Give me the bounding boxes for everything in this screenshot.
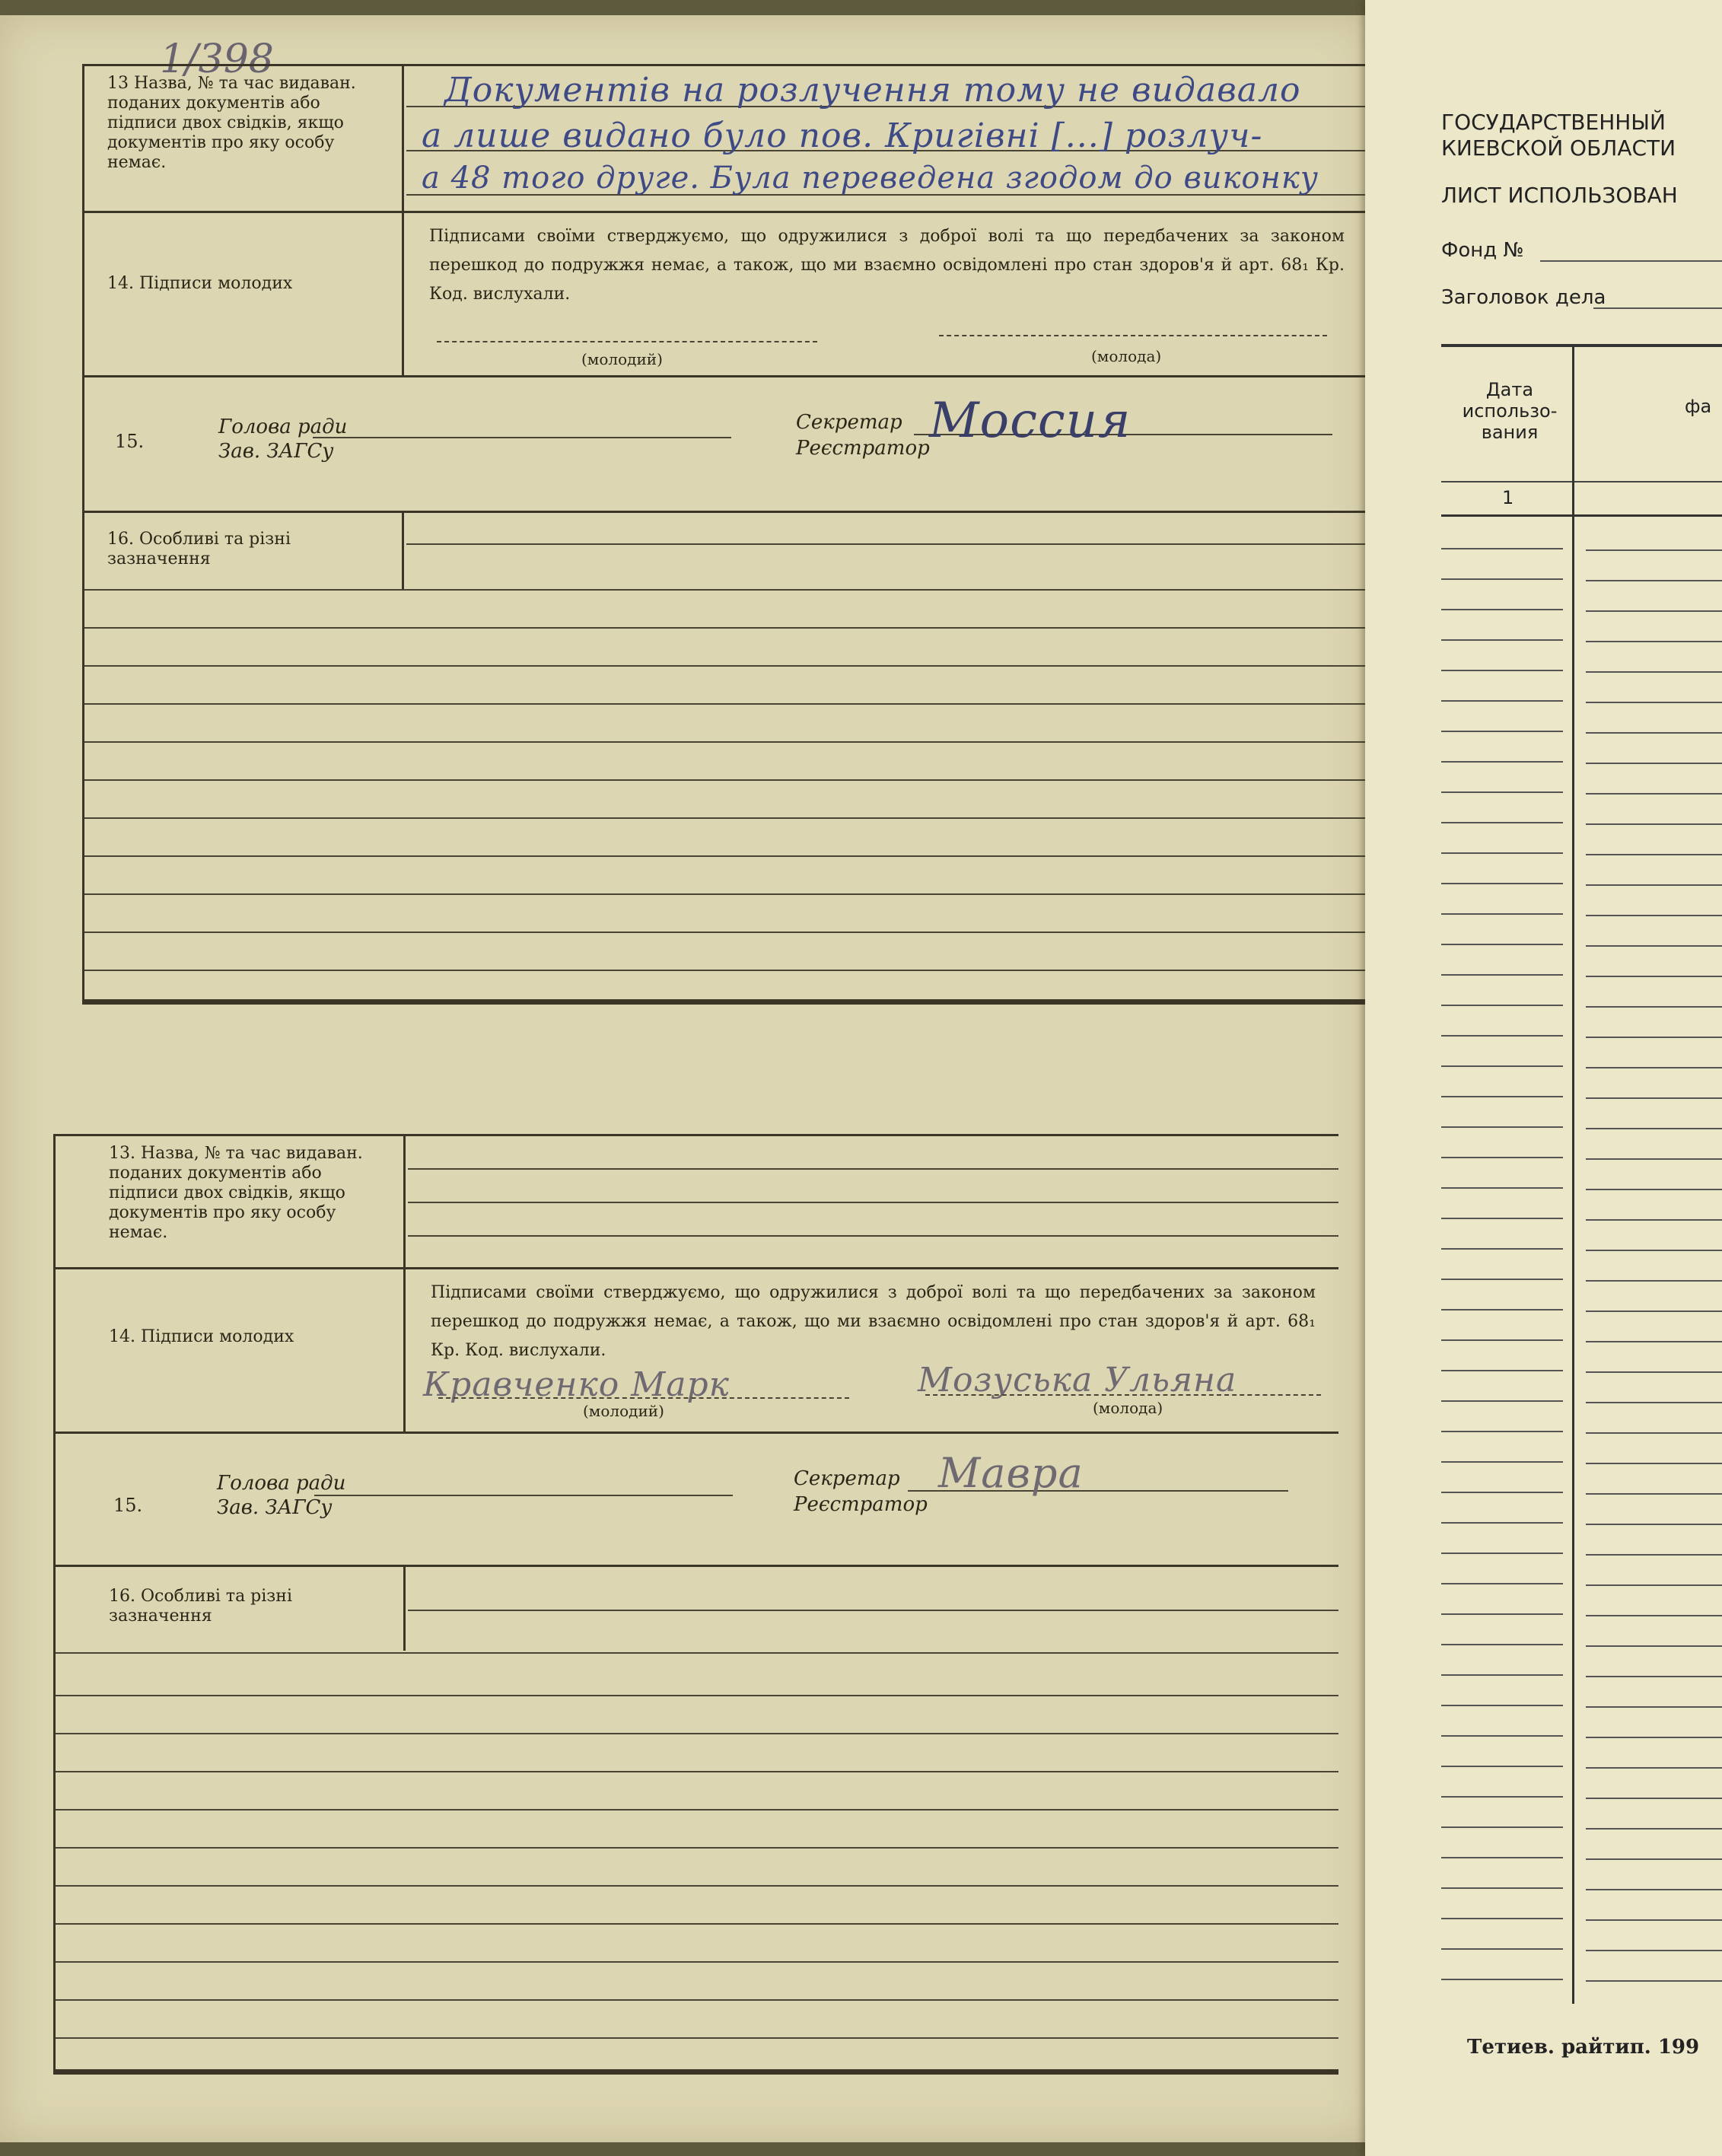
usage-row-rule bbox=[1441, 548, 1563, 549]
usage-row-rule bbox=[1441, 1644, 1563, 1645]
b-registrar-label: Реєстратор bbox=[794, 1493, 928, 1516]
usage-row-rule bbox=[1586, 1463, 1722, 1464]
field-14-label: Підписи молодих bbox=[139, 274, 293, 293]
b-field-14-declaration: Підписами своїми стверджуємо, що одружилися з доброї волі та що передбачених за законом перешкод до подружжя немає, а також, що ми взаємно освідомлені про стан здоров'я й арт. 68₁ Кр. Код. вислухали. bbox=[431, 1283, 1316, 1360]
field-13-handwriting-line-1: Документів на розлучення тому не видавало bbox=[444, 71, 1301, 110]
usage-sheet-title: ЛИСТ ИСПОЛЬЗОВАН bbox=[1441, 183, 1678, 208]
usage-row-rule bbox=[1441, 1705, 1563, 1706]
usage-row-rule bbox=[1441, 1553, 1563, 1554]
field-13-value-cell bbox=[406, 66, 1367, 211]
usage-row-rule bbox=[1586, 1219, 1722, 1221]
usage-row-rule bbox=[1441, 761, 1563, 763]
head-signature-line bbox=[313, 437, 731, 438]
field-16-number: 16. bbox=[107, 530, 134, 549]
field-16-label-cell bbox=[84, 513, 404, 589]
usage-row-rule bbox=[1441, 913, 1563, 915]
usage-row-rule bbox=[1586, 1158, 1722, 1160]
field-13-label-cell bbox=[84, 66, 404, 211]
usage-row-rule bbox=[1586, 641, 1722, 642]
usage-row-rule bbox=[1586, 945, 1722, 947]
usage-row-rule bbox=[1586, 1189, 1722, 1190]
usage-row-rule bbox=[1586, 1584, 1722, 1586]
usage-row-rule bbox=[1441, 639, 1563, 641]
b-groom-caption: (молодий) bbox=[583, 1402, 664, 1420]
field-14-label-cell bbox=[84, 213, 404, 375]
usage-row-rule bbox=[1586, 1310, 1722, 1312]
form-bottom bbox=[53, 1134, 1338, 2075]
b-field-13-row bbox=[56, 1136, 1338, 1269]
b-groom-signature-line bbox=[438, 1397, 849, 1399]
usage-row-rule bbox=[1586, 671, 1722, 673]
usage-row-rule bbox=[1586, 1493, 1722, 1495]
usage-row-rule bbox=[1441, 1826, 1563, 1828]
b-head-label: Голова ради bbox=[217, 1472, 346, 1495]
usage-row-rule bbox=[1441, 1492, 1563, 1493]
field-13-row bbox=[84, 66, 1367, 213]
date-of-use-header: Дата использо-вания bbox=[1462, 379, 1558, 443]
usage-row-rule bbox=[1586, 1432, 1722, 1434]
usage-row-rule bbox=[1441, 1431, 1563, 1432]
usage-row-rule bbox=[1441, 700, 1563, 702]
usage-row-rule bbox=[1441, 1279, 1563, 1280]
usage-row-rule bbox=[1441, 1461, 1563, 1463]
usage-row-rule bbox=[1441, 1735, 1563, 1737]
usage-row-rule bbox=[1586, 1645, 1722, 1647]
usage-row-rule bbox=[1586, 793, 1722, 795]
bride-caption: (молода) bbox=[1091, 347, 1162, 365]
head-label: Голова ради bbox=[218, 416, 348, 438]
groom-signature: Кравченко Марк bbox=[423, 1365, 730, 1404]
usage-row-rule bbox=[1441, 578, 1563, 580]
usage-row-rule bbox=[1586, 1980, 1722, 1982]
usage-row-rule bbox=[1586, 1767, 1722, 1769]
usage-row-rule bbox=[1441, 1857, 1563, 1858]
field-15-number: 15. bbox=[115, 431, 145, 452]
usage-row-rule bbox=[1441, 1583, 1563, 1584]
usage-row-rule bbox=[1441, 883, 1563, 884]
usage-row-rule bbox=[1586, 976, 1722, 977]
fond-line bbox=[1540, 260, 1722, 262]
usage-row-rule bbox=[1586, 1280, 1722, 1282]
usage-row-rule bbox=[1441, 1796, 1563, 1798]
table-header-rule bbox=[1441, 481, 1722, 482]
b-field-13-value-cell bbox=[408, 1136, 1338, 1267]
usage-row-rule bbox=[1586, 1950, 1722, 1951]
usage-row-rule bbox=[1586, 1250, 1722, 1251]
usage-row-rule bbox=[1586, 549, 1722, 551]
usage-row-rule bbox=[1441, 1005, 1563, 1006]
usage-row-rule bbox=[1441, 1370, 1563, 1371]
usage-row-rule bbox=[1586, 884, 1722, 886]
usage-row-rule bbox=[1441, 1096, 1563, 1097]
usage-row-rule bbox=[1586, 1676, 1722, 1677]
b-field-16-number: 16. bbox=[109, 1587, 135, 1606]
b-bride-signature-line bbox=[925, 1394, 1321, 1396]
usage-row-rule bbox=[1441, 1522, 1563, 1524]
usage-row-rule bbox=[1586, 1097, 1722, 1099]
b-field-15-number: 15. bbox=[113, 1495, 143, 1516]
usage-row-rule bbox=[1586, 763, 1722, 764]
field-14-number: 14. bbox=[107, 274, 134, 293]
usage-row-rule bbox=[1441, 1218, 1563, 1219]
usage-row-rule bbox=[1441, 852, 1563, 854]
groom-caption: (молодий) bbox=[581, 350, 663, 368]
field-15-row bbox=[84, 377, 1367, 513]
usage-row-rule bbox=[1586, 1554, 1722, 1556]
usage-row-rule bbox=[1441, 974, 1563, 976]
field-14-value-cell bbox=[406, 213, 1367, 375]
usage-row-rule bbox=[1441, 1400, 1563, 1402]
usage-row-rule bbox=[1586, 580, 1722, 581]
b-head-signature-line bbox=[314, 1495, 733, 1496]
b-field-16-label-cell bbox=[86, 1567, 406, 1651]
usage-row-rule bbox=[1586, 702, 1722, 703]
usage-row-rule bbox=[1441, 731, 1563, 732]
b-field-15-row bbox=[56, 1434, 1338, 1567]
usage-row-rule bbox=[1586, 1858, 1722, 1860]
usage-row-rule bbox=[1586, 1828, 1722, 1830]
b-field-16-label: Особливі та різні зазначення bbox=[109, 1587, 292, 1626]
column-number-1: 1 bbox=[1502, 487, 1514, 508]
bride-signature: Мозуська Ульяна bbox=[918, 1361, 1237, 1400]
usage-row-rule bbox=[1586, 915, 1722, 916]
usage-row-rule bbox=[1441, 1187, 1563, 1189]
b-field-14-value-cell bbox=[408, 1269, 1338, 1431]
b-registrar-signature: Мавра bbox=[938, 1449, 1084, 1497]
registrar-signature: Моссия bbox=[929, 393, 1132, 449]
usage-row-rule bbox=[1441, 1339, 1563, 1341]
usage-row-rule bbox=[1441, 1948, 1563, 1950]
b-field-13-number: 13. bbox=[109, 1144, 135, 1163]
form-top bbox=[82, 64, 1367, 1005]
usage-row-rule bbox=[1441, 1674, 1563, 1676]
usage-row-rule bbox=[1441, 1065, 1563, 1067]
usage-row-rule bbox=[1586, 1615, 1722, 1616]
bride-signature-line bbox=[939, 335, 1327, 336]
head-label-2: Зав. ЗАГСу bbox=[218, 440, 334, 463]
usage-row-rule bbox=[1441, 1766, 1563, 1767]
usage-row-rule bbox=[1586, 1798, 1722, 1799]
usage-row-rule bbox=[1441, 1918, 1563, 1919]
b-field-14-label: Підписи молодих bbox=[141, 1327, 294, 1346]
usage-row-rule bbox=[1441, 1035, 1563, 1037]
usage-row-rule bbox=[1586, 610, 1722, 612]
field-13-handwriting-line-2: а лише видано було пов. Кригівні [...] розлуч- bbox=[422, 116, 1263, 155]
table-top-rule bbox=[1441, 344, 1722, 347]
b-field-14-label-cell bbox=[86, 1269, 406, 1431]
usage-row-rule bbox=[1441, 791, 1563, 793]
field-14-row bbox=[84, 213, 1367, 377]
case-title-line bbox=[1593, 307, 1722, 309]
usage-row-rule bbox=[1586, 1128, 1722, 1129]
usage-row-rule bbox=[1586, 1006, 1722, 1008]
field-16-row bbox=[84, 513, 1367, 1000]
usage-row-rule bbox=[1441, 670, 1563, 671]
usage-row-rule bbox=[1586, 1067, 1722, 1068]
b-field-14-row bbox=[56, 1269, 1338, 1434]
usage-row-rule bbox=[1441, 822, 1563, 823]
usage-row-rule bbox=[1586, 1402, 1722, 1403]
groom-signature-line bbox=[437, 341, 817, 342]
b-field-16-row bbox=[56, 1567, 1338, 2069]
table-column-divider bbox=[1572, 346, 1574, 2004]
usage-row-rule bbox=[1586, 823, 1722, 825]
column-2-header: фа bbox=[1685, 396, 1712, 417]
usage-row-rule bbox=[1586, 1037, 1722, 1038]
usage-row-rule bbox=[1441, 1309, 1563, 1310]
usage-row-rule bbox=[1586, 1737, 1722, 1738]
usage-row-rule bbox=[1441, 1979, 1563, 1980]
b-field-13-label: Назва, № та час видаван. поданих документів або підписи двох свідків, якщо документів про яку особу немає. bbox=[109, 1144, 363, 1242]
field-14-declaration: Підписами своїми стверджуємо, що одружилися з доброї волі та що передбачених за законом перешкод до подружжя немає, а також, що ми взаємно освідомлені про стан здоров'я й арт. 68₁ Кр. Код. вислухали. bbox=[429, 227, 1345, 304]
usage-row-rule bbox=[1586, 1524, 1722, 1525]
usage-sheet-line-2: КИЕВСКОЙ ОБЛАСТИ bbox=[1441, 135, 1676, 161]
pencil-page-number: 1/398 bbox=[160, 37, 274, 82]
usage-row-rule bbox=[1586, 854, 1722, 855]
usage-row-rule bbox=[1586, 1889, 1722, 1890]
usage-row-rule bbox=[1586, 1706, 1722, 1708]
usage-row-rule bbox=[1441, 1126, 1563, 1128]
field-16-label: Особливі та різні зазначення bbox=[107, 530, 291, 568]
secretary-label: Секретар bbox=[796, 411, 902, 434]
table-number-rule bbox=[1441, 514, 1722, 517]
usage-row-rule bbox=[1441, 1157, 1563, 1158]
registrar-label: Реєстратор bbox=[796, 437, 930, 460]
usage-row-rule bbox=[1441, 609, 1563, 610]
usage-row-rule bbox=[1441, 1613, 1563, 1615]
case-title-label: Заголовок дела bbox=[1441, 286, 1606, 309]
fond-label: Фонд № bbox=[1441, 239, 1524, 262]
field-13-number: 13 bbox=[107, 74, 129, 93]
usage-sheet-line-1: ГОСУДАРСТВЕННЫЙ bbox=[1441, 110, 1666, 135]
usage-row-rule bbox=[1441, 1248, 1563, 1250]
usage-row-rule bbox=[1441, 944, 1563, 945]
b-head-label-2: Зав. ЗАГСу bbox=[217, 1496, 333, 1519]
b-field-13-label-cell bbox=[86, 1136, 406, 1267]
usage-row-rule bbox=[1586, 1371, 1722, 1373]
usage-sheet bbox=[1365, 0, 1722, 2156]
field-13-label: Назва, № та час видаван. поданих документів або підписи двох свідків, якщо документів про яку особу немає. bbox=[107, 74, 356, 172]
usage-row-rule bbox=[1441, 1887, 1563, 1889]
b-bride-caption: (молода) bbox=[1093, 1399, 1163, 1417]
printer-imprint: Тетиев. райтип. 199 bbox=[1467, 2036, 1700, 2059]
b-field-14-number: 14. bbox=[109, 1327, 135, 1346]
usage-row-rule bbox=[1586, 1341, 1722, 1342]
usage-row-rule bbox=[1586, 732, 1722, 734]
usage-row-rule bbox=[1586, 1919, 1722, 1921]
b-secretary-label: Секретар bbox=[794, 1467, 900, 1490]
field-13-handwriting-line-3: а 48 того друге. Була переведена згодом до виконку bbox=[422, 161, 1319, 196]
